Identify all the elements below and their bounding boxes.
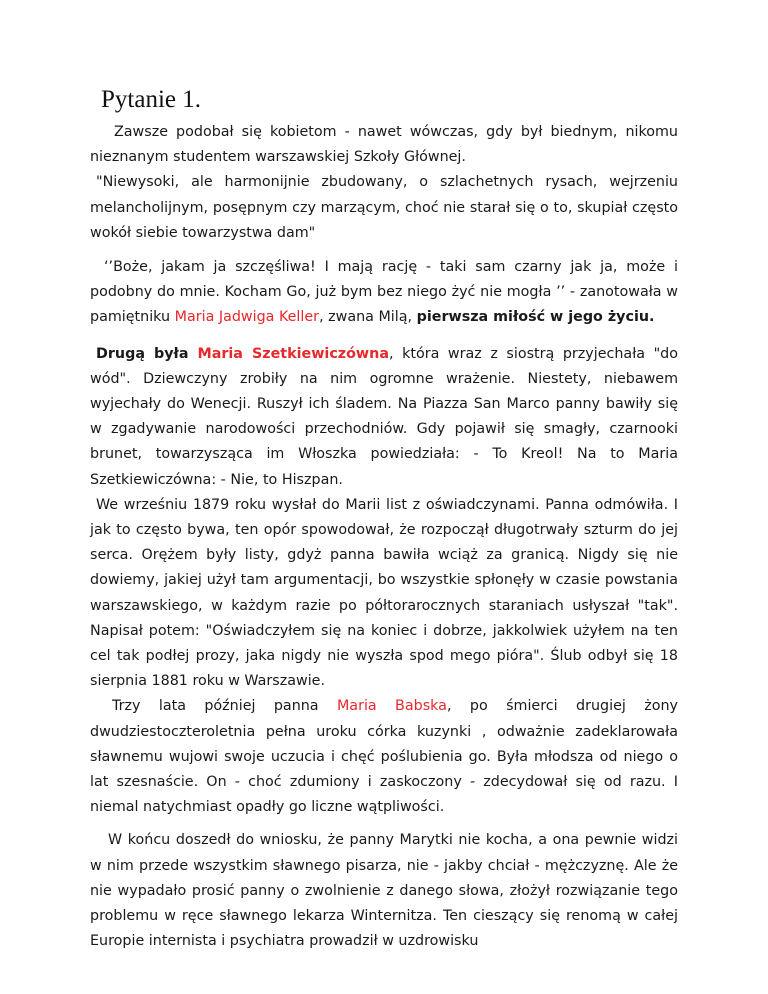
paragraph-4-text: , która wraz z siostrą przyjechała "do wód". Dziewczyny zrobiły na nim ogromne wrażenie. Niestety, niebawem wyjechały do Wenecji. Ruszył ich śladem. Na Piazza San Marco panny bawiły się w zgadywanie narodowości przechodniów. Gdy pojawił się smagły, czarnooki brunet, towarzysząca im Włoszka powiedziała: - To Kreol! Na to Maria Szetkiewiczówna: - Nie, to Hiszpan. xyxy=(90,345,678,488)
paragraph-6-text: Trzy lata później panna xyxy=(112,698,337,715)
first-love-emphasis: pierwsza miłość w jego życiu. xyxy=(416,309,655,326)
document-body xyxy=(90,120,678,955)
person-name-maria-szetkiewiczowna: Maria Szetkiewiczówna xyxy=(197,345,389,362)
paragraph-2-quote xyxy=(90,170,678,246)
paragraph-1 xyxy=(90,120,678,170)
paragraph-6-rest: , po śmierci drugiej żony dwudziestoczteroletnia pełna uroku córka kuzynki , odważnie zadeklarowała sławnemu wujowi swoje uczucia i chęć poślubienia go. Była młodsza od niego o lat szesnaście. On - choć zdumiony i zaskoczony - zdecydował się od razu. I niemal natychmiast opadły go liczne wątpliwości. xyxy=(90,698,678,816)
paragraph-5-text: We wrześniu 1879 roku wysłał do Marii list z oświadczynami. Panna odmówiła. I jak to często bywa, ten opór spowodował, że rozpoczął długotrwały szturm do jej serca. Orężem były listy, gdyż panna bawiła wciąż za granicą. Nigdy się nie dowiemy, jakiej użył tam argumentacji, bo wszystkie spłonęły w czasie powstania warszawskiego, w każdym razie po półtorarocznych staraniach usłyszał "tak". Napisał potem: "Oświadczyłem się na koniec i dobrze, jakkolwiek użyłem na ten cel tak podłej prozy, jaka nigdy nie wyszła spod mego pióra". Ślub odbył się 18 sierpnia 1881 roku w Warszawie. xyxy=(90,496,678,690)
paragraph-3-diary-quote xyxy=(90,255,678,331)
paragraph-3-middle: , zwana Milą, xyxy=(319,309,417,326)
paragraph-7-text: W końcu doszedł do wniosku, że panny Marytki nie kocha, a ona pewnie widzi w nim przede wszystkim sławnego pisarza, nie - jakby chciał - mężczyznę. Ale że nie wypadało prosić panny o zwolnienie z danego słowa, złożył rozwiązanie tego problemu w ręce sławnego lekarza Winternitza. Ten cieszący się renomą w całej Europie internista i psychiatra prowadził w uzdrowisku xyxy=(90,832,678,950)
paragraph-6 xyxy=(90,694,678,820)
paragraph-7 xyxy=(90,828,678,954)
paragraph-2-text: "Niewysoki, ale harmonijnie zbudowany, o szlachetnych rysach, wejrzeniu melancholijnym, posępnym czy marzącym, choć nie starał się o to, skupiał często wokół siebie towarzystwa dam" xyxy=(90,174,678,241)
paragraph-3-text: ‘’Boże, jakam ja szczęśliwa! I mają rację - taki sam czarny jak ja, może i podobny do mnie. Kocham Go, już bym bez niego żyć nie mogła ’’ - zanotowała w pamiętniku xyxy=(90,259,678,326)
paragraph-4 xyxy=(90,342,678,493)
person-name-maria-jadwiga-keller: Maria Jadwiga Keller xyxy=(174,309,320,326)
paragraph-5 xyxy=(90,493,678,695)
paragraph-4-lead: Drugą była xyxy=(96,345,198,362)
page-title: Pytanie 1. xyxy=(101,86,201,113)
paragraph-1-text: Zawsze podobał się kobietom - nawet wówczas, gdy był biednym, nikomu nieznanym studentem warszawskiej Szkoły Głównej. xyxy=(90,124,678,166)
person-name-maria-babska: Maria Babska xyxy=(336,698,447,715)
